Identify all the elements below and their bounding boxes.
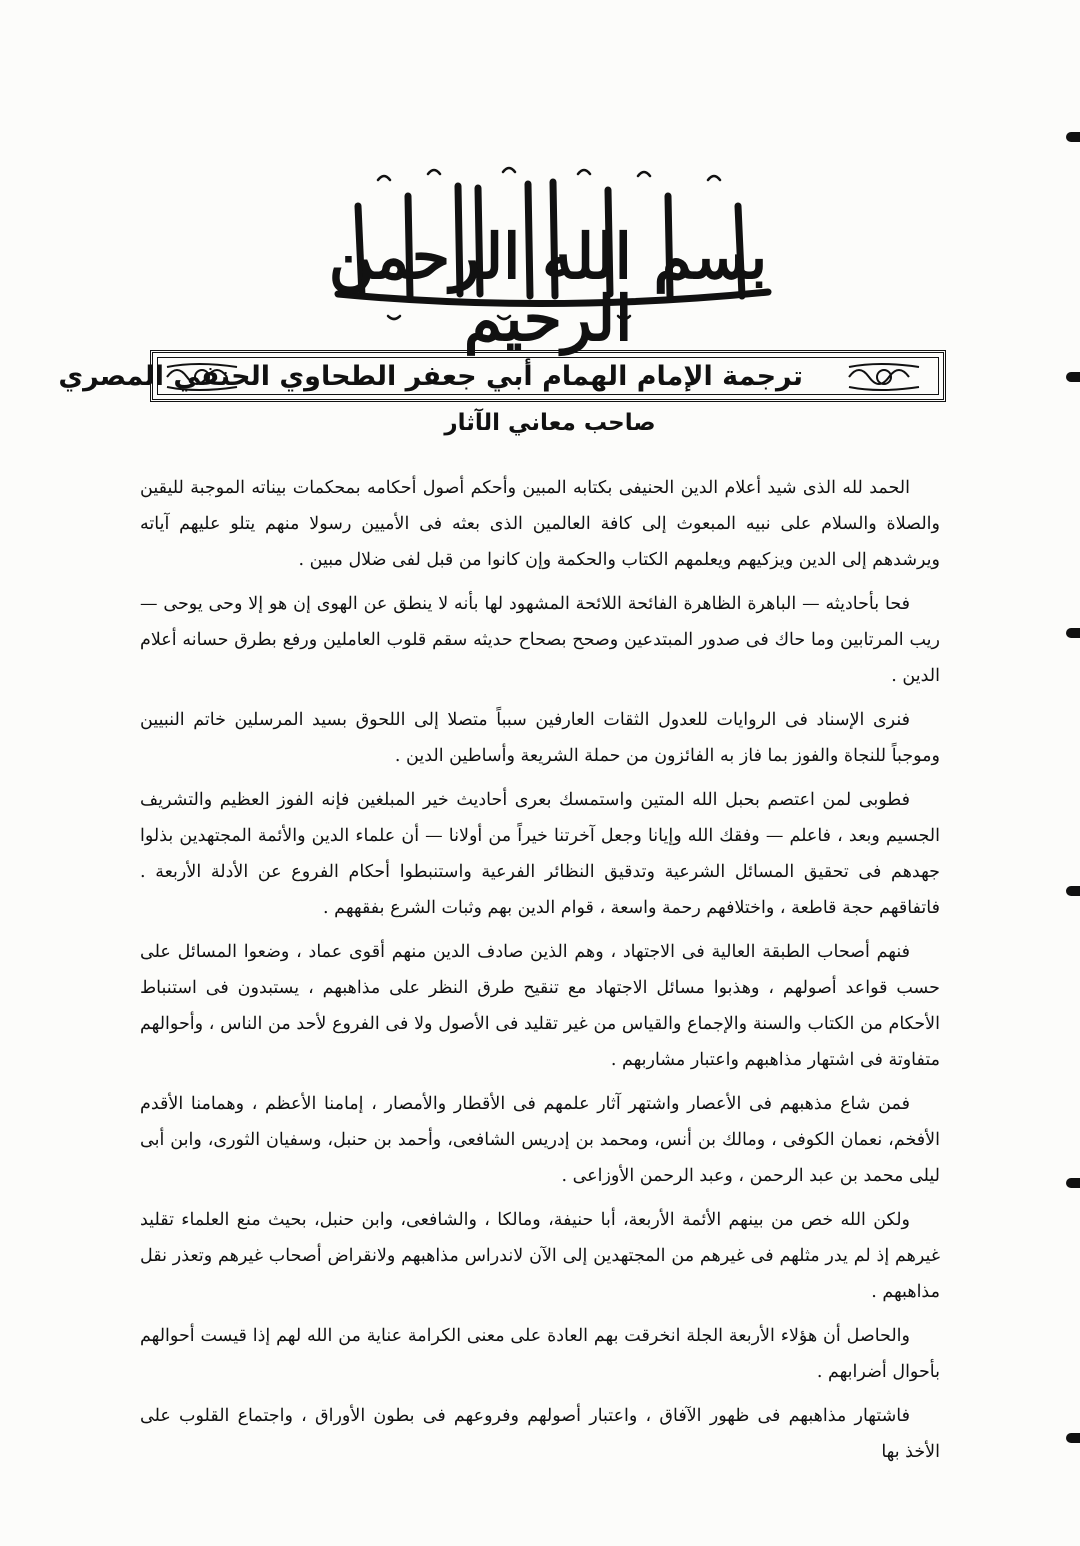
paragraph: فنرى الإسناد فى الروايات للعدول الثقات العارفين سبباً متصلا إلى اللحوق بسيد المرسلين خاتم النبيين وموجباً للنجاة والفوز بما فاز به الفائزون من حملة الشريعة وأساطين الدين . <box>140 710 940 766</box>
paragraph: فمن شاع مذهبهم فى الأعصار واشتهر آثار علمهم فى الأقطار والأمصار ، إمامنا الأعظم ، وهمامنا الأقدم الأفخم، نعمان الكوفى ، ومالك بن أنس، ومحمد بن إدريس الشافعى، وأحمد بن حنبل، وسفيان الثورى، وابن أبى ليلى محمد بن عبد الرحمن ، وعبد الرحمن الأوزاعى . <box>140 1094 940 1186</box>
scan-edge-mark <box>1066 1178 1080 1188</box>
paragraph: فحا بأحاديثه — الباهرة الظاهرة الفائحة اللائحة المشهود لها بأنه لا ينطق عن الهوى إن هو إلا وحى يوحى — ريب المرتابين وما حاك فى صدور المبتدعين وصحح بصحاح حديثه سقم قلوب العاملين ورفع بطرق حسانه أعلام الدين . <box>140 594 940 686</box>
scan-edge-mark <box>1066 372 1080 382</box>
paragraph: الحمد لله الذى شيد أعلام الدين الحنيفى بكتابه المبين وأحكم أصول أحكامه بمحكمات بيناته الموجبة لليقين والصلاة والسلام على نبيه المبعوث إلى كافة العالمين الذى بعثه فى الأميين رسولا منهم يتلو عليهم آياته ويرشدهم إلى الدين ويزكيهم ويعلمهم الكتاب والحكمة وإن كانوا من قبل لفى ضلال مبين . <box>140 478 940 570</box>
paragraph: ولكن الله خص من بينهم الأئمة الأربعة، أبا حنيفة، ومالكا ، والشافعى، وابن حنبل، بحيث منع العلماء تقليد غيرهم إذ لم يدر مثلهم فى غيرهم من المجتهدين إلى الآن لاندراس مذاهبهم ولانقراض أصحاب غيرهم وتعذر نقل مذاهبهم . <box>140 1210 940 1302</box>
scan-edge-mark <box>1066 886 1080 896</box>
body-text <box>140 470 940 1478</box>
paragraph: فاشتهار مذاهبهم فى ظهور الآفاق ، واعتبار أصولهم وفروعهم فى بطون الأوراق ، واجتماع القلوب على الأخذ بها <box>140 1406 940 1462</box>
page-title: ترجمة الإمام الهمام أبي جعفر الطحاوي الحنفي المصري <box>58 361 803 392</box>
scan-edge-mark <box>1066 628 1080 638</box>
paragraph: والحاصل أن هؤلاء الأربعة الجلة انخرقت بهم العادة على معنى الكرامة عناية من الله لهم إذا قيست أحوالهم بأحوال أضرابهم . <box>140 1326 940 1382</box>
title-frame <box>58 350 946 402</box>
paragraph: فنهم أصحاب الطبقة العالية فى الاجتهاد ، وهم الذين صادف الدين منهم أقوى عماد ، وضعوا المسائل على حسب قواعد أصولهم ، وهذبوا مسائل الاجتهاد مع تنقيح طرق النظر على مذاهبهم ، يستبدون فى استنباط الأحكام من الكتاب والسنة والإجماع والقياس من غير تقليد فى الأصول ولا فى الفروع لأحد من الناس ، وأحوالهم متفاوتة فى اشتهار مذاهبهم واعتبار مشاربهم . <box>140 942 940 1070</box>
scan-edge-mark <box>1066 132 1080 142</box>
page-subtitle: صاحب معاني الآثار <box>444 410 656 436</box>
basmala-text: بسم الله الرحمن الرحيم <box>328 220 768 355</box>
basmala-calligraphy <box>318 166 778 355</box>
ornament-right-icon <box>845 359 923 395</box>
paragraph: فطوبى لمن اعتصم بحبل الله المتين واستمسك بعرى أحاديث خير المبلغين فإنه الفوز العظيم والتشريف الجسيم وبعد ، فاعلم — وفقك الله وإيانا وجعل آخرتنا خيراً من أولانا — أن علماء الدين والأئمة المجتهدين بذلوا جهدهم فى تحقيق المسائل الشرعية وتدقيق النظائر الفرعية واستنبطوا أحكام الفروع عن الأدلة الأربعة . فاتفاقهم حجة قاطعة ، واختلافهم رحمة واسعة ، قوام الدين بهم وثبات الشرع بفقههم . <box>140 790 940 918</box>
scan-edge-mark <box>1066 1433 1080 1443</box>
